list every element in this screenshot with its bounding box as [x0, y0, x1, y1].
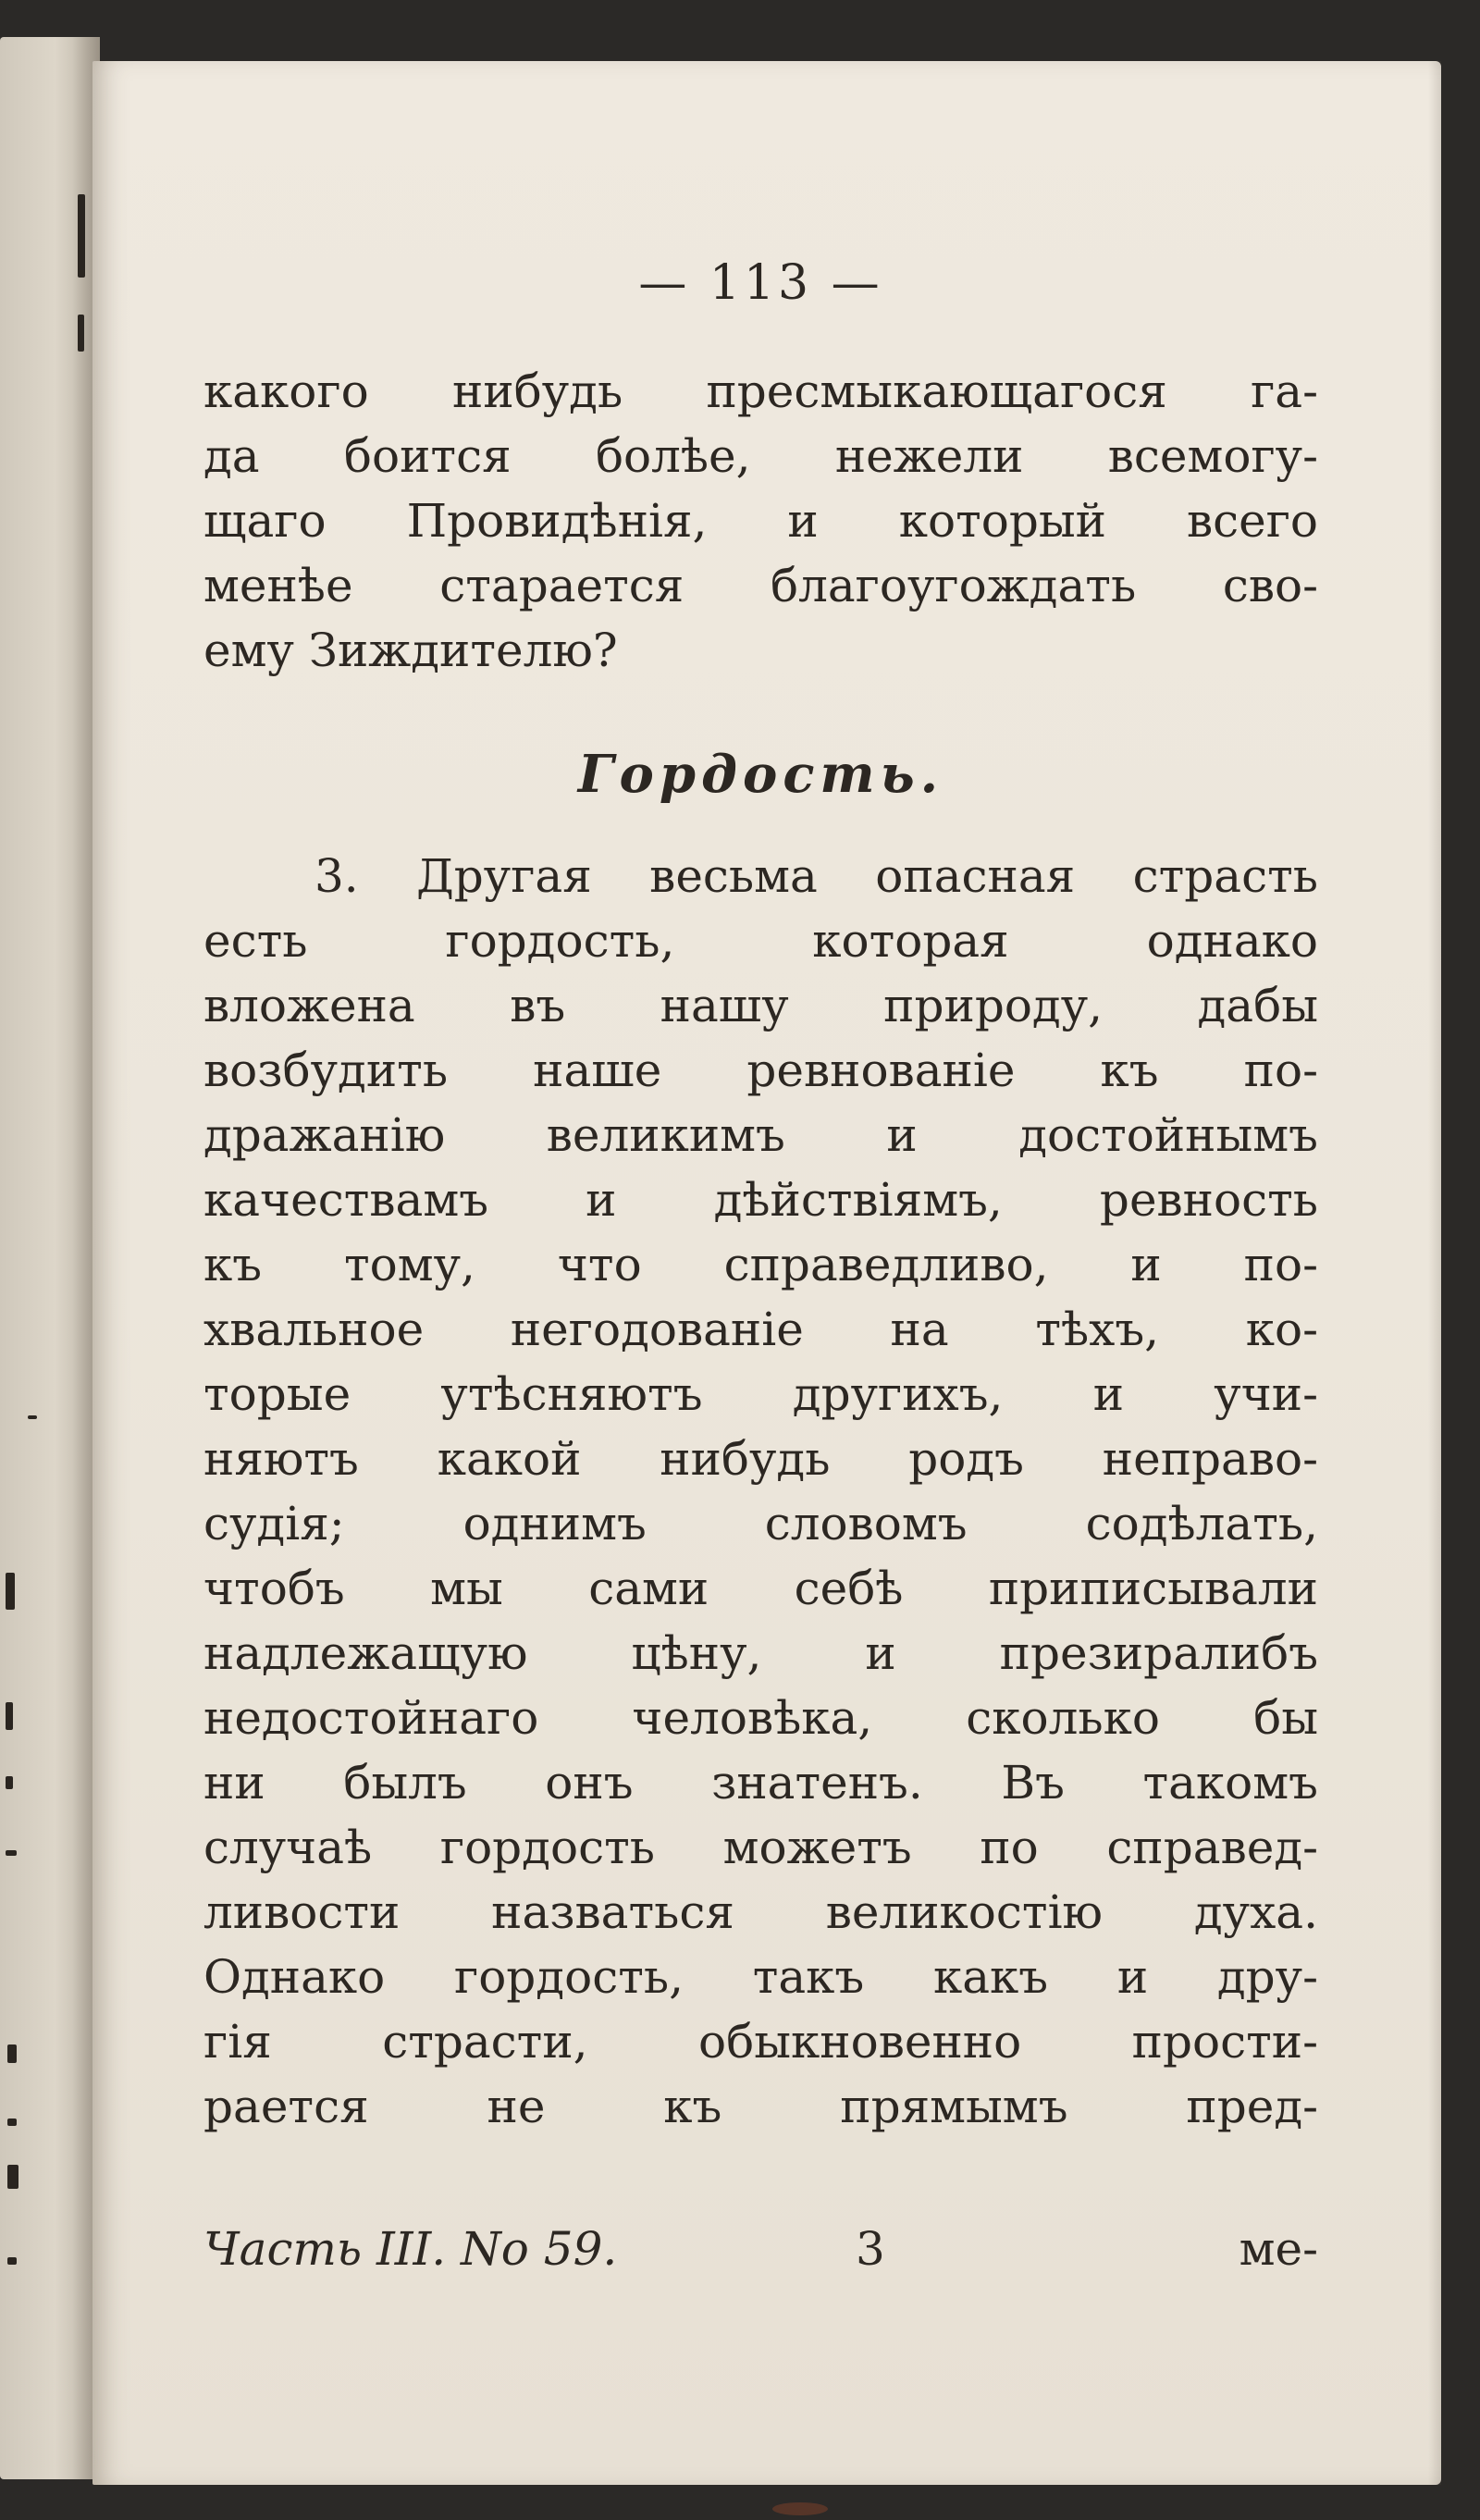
text-line: случаѣ гордость можетъ по справед-: [204, 1821, 1318, 1874]
text-line: есть гордость, которая однако: [204, 914, 1318, 968]
catchword: ме-: [1239, 2222, 1318, 2276]
text-line: вложена въ нашу природу, дабы: [204, 979, 1318, 1032]
text-line: ему Зиждителю?: [204, 624, 618, 677]
text-line: да боится болѣе, нежели всемогу-: [204, 429, 1318, 483]
bleed-through-marks: [0, 37, 100, 2479]
page-edge-shadow: [1428, 61, 1441, 2485]
text-line: качествамъ и дѣйствіямъ, ревность: [204, 1173, 1318, 1227]
text-line: рается не къ прямымъ пред-: [204, 2080, 1318, 2133]
text-line: судія; однимъ словомъ содѣлать,: [204, 1497, 1318, 1550]
text-line: недостойнаго человѣка, сколько бы: [204, 1691, 1318, 1745]
text-line: Однако гордость, такъ какъ и дру-: [204, 1950, 1318, 2004]
text-line: къ тому, что справедливо, и по-: [204, 1238, 1318, 1291]
text-line: 3. Другая весьма опасная страсть: [314, 849, 1318, 903]
sheet-number: 3: [856, 2222, 885, 2276]
text-line: торые утѣсняютъ другихъ, и учи-: [204, 1367, 1318, 1421]
left-page-edge: [0, 37, 100, 2479]
text-line: дражанію великимъ и достойнымъ: [204, 1108, 1318, 1162]
section-heading: Гордость.: [577, 744, 944, 805]
text-line: хвальное негодованіе на тѣхъ, ко-: [204, 1303, 1318, 1356]
red-stain-mark: [772, 2502, 828, 2515]
text-line: какого нибудь пресмыкающагося га-: [204, 364, 1318, 418]
text-line: ни былъ онъ знатенъ. Въ такомъ: [204, 1756, 1318, 1810]
signature-mark: Часть III. No 59.: [204, 2222, 618, 2276]
text-line: менѣе старается благоугождать сво-: [204, 559, 1318, 612]
text-line: надлежащую цѣну, и презиралибъ: [204, 1626, 1318, 1680]
text-line: возбудить наше ревнованіе къ по-: [204, 1044, 1318, 1097]
page-number: — 113 —: [638, 255, 883, 311]
text-line: няютъ какой нибудь родъ неправо-: [204, 1432, 1318, 1486]
text-line: чтобъ мы сами себѣ приписывали: [204, 1562, 1318, 1615]
text-line: ливости назваться великостію духа.: [204, 1885, 1318, 1939]
text-line: гія страсти, обыкновенно прости-: [204, 2015, 1318, 2069]
text-line: щаго Провидѣнія, и который всего: [204, 494, 1318, 548]
book-page: [92, 61, 1441, 2485]
